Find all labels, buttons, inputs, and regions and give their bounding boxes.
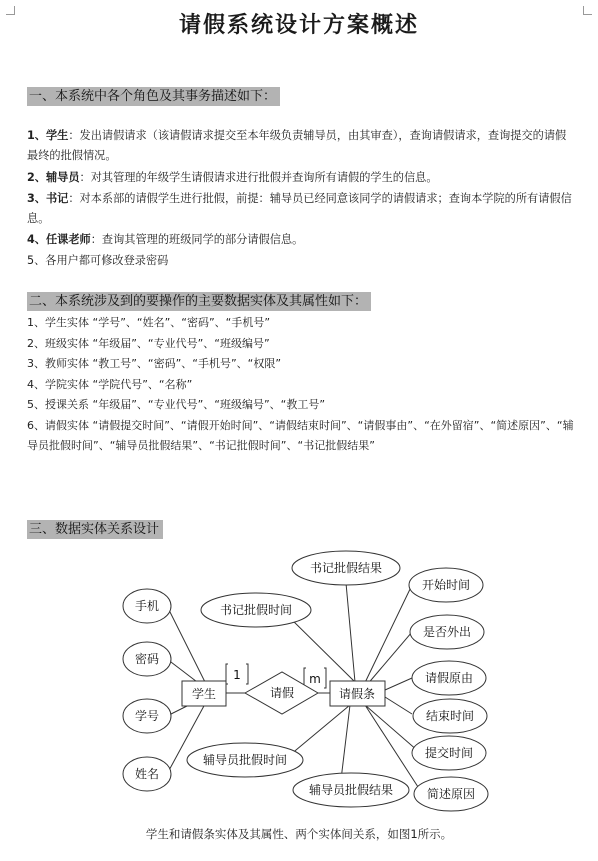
cardinality-many: m (309, 672, 321, 686)
section1-item-1 (27, 126, 575, 166)
section1-heading: 一、本系统中各个角色及其事务描述如下： (27, 87, 280, 106)
cardinality-left (226, 664, 248, 684)
attr-student-id-label: 学号 (134, 709, 160, 723)
list-item: 5、授课关系 “年级届”、“专业代号”、“班级编号”、“教工号” (27, 398, 326, 411)
er-diagram (0, 545, 598, 825)
section2-heading: 二、本系统涉及到的要操作的主要数据实体及其属性如下： (27, 292, 371, 311)
attr-name-label: 姓名 (134, 767, 160, 781)
section3-heading: 三、数据实体关系设计 (27, 520, 163, 539)
attr-stay-out-label: 是否外出 (422, 625, 472, 639)
section1-item-4 (27, 230, 575, 250)
role-label: 4、任课老师 (27, 233, 91, 246)
attr-brief-reason-label: 简述原因 (426, 787, 476, 801)
section1-item-5 (27, 251, 575, 271)
figure-caption: 学生和请假条实体及其属性、两个实体间关系，如图1所示。 (145, 827, 453, 841)
page-title: 请假系统设计方案概述 (178, 13, 419, 38)
entity-list (27, 313, 575, 457)
cardinality-one: 1 (233, 668, 241, 682)
list-item: 4、学院实体 “学院代号”、“名称” (27, 377, 193, 391)
role-label: 1、学生 (27, 129, 69, 142)
list-item: 1、学生实体 “学号”、“姓名”、“密码”、“手机号” (27, 316, 271, 329)
role-desc: 5、各用户都可修改登录密码 (27, 254, 169, 267)
role-desc: ：对其管理的年级学生请假请求进行批假并查询所有请假的学生的信息。 (79, 171, 438, 184)
section1-item-2 (27, 168, 575, 188)
role-label: 2、辅导员 (27, 171, 80, 184)
cardinality-right (304, 668, 326, 688)
entity-student-label: 学生 (191, 687, 217, 701)
entity-leave-note-label: 请假条 (338, 687, 376, 701)
role-label: 3、书记 (27, 192, 69, 205)
attr-submit-time-label: 提交时间 (424, 746, 474, 760)
attr-phone-label: 手机 (134, 599, 160, 613)
attr-start-time-label: 开始时间 (421, 578, 471, 592)
section1-item-3 (27, 189, 575, 229)
list-item: 6、请假实体 “请假提交时间”、“请假开始时间”、“请假结束时间”、“请假事由”、“在外留宿”、“简述原因”、“辅导员批假时间”、“辅导员批假结果”、“书记批假时间”、“书记批假结果” (27, 418, 574, 452)
attr-shuji-time-label: 书记批假时间 (219, 603, 293, 617)
attr-reason-label: 请假原由 (424, 671, 474, 685)
attr-fudao-time-label: 辅导员批假时间 (202, 753, 288, 767)
attr-fudao-result-label: 辅导员批假结果 (308, 783, 394, 797)
attr-shuji-result-label: 书记批假结果 (309, 561, 383, 575)
relation-leave-label: 请假 (269, 686, 295, 700)
list-item: 2、班级实体 “年级届”、“专业代号”、“班级编号” (27, 336, 270, 350)
role-desc: ：对本系部的请假学生进行批假，前提：辅导员已经同意该同学的请假请求；查询本学院的所有请假信息。 (27, 192, 572, 225)
role-desc: ：查询其管理的班级同学的部分请假信息。 (90, 233, 304, 246)
list-item: 3、教师实体 “教工号”、“密码”、“手机号”、“权限” (27, 357, 282, 370)
attr-password-label: 密码 (134, 652, 160, 666)
attr-end-time-label: 结束时间 (425, 709, 475, 723)
role-desc: ：发出请假请求（该请假请求提交至本年级负责辅导员，由其审查），查询请假请求，查询提交的请假最终的批假情况。 (27, 129, 567, 162)
